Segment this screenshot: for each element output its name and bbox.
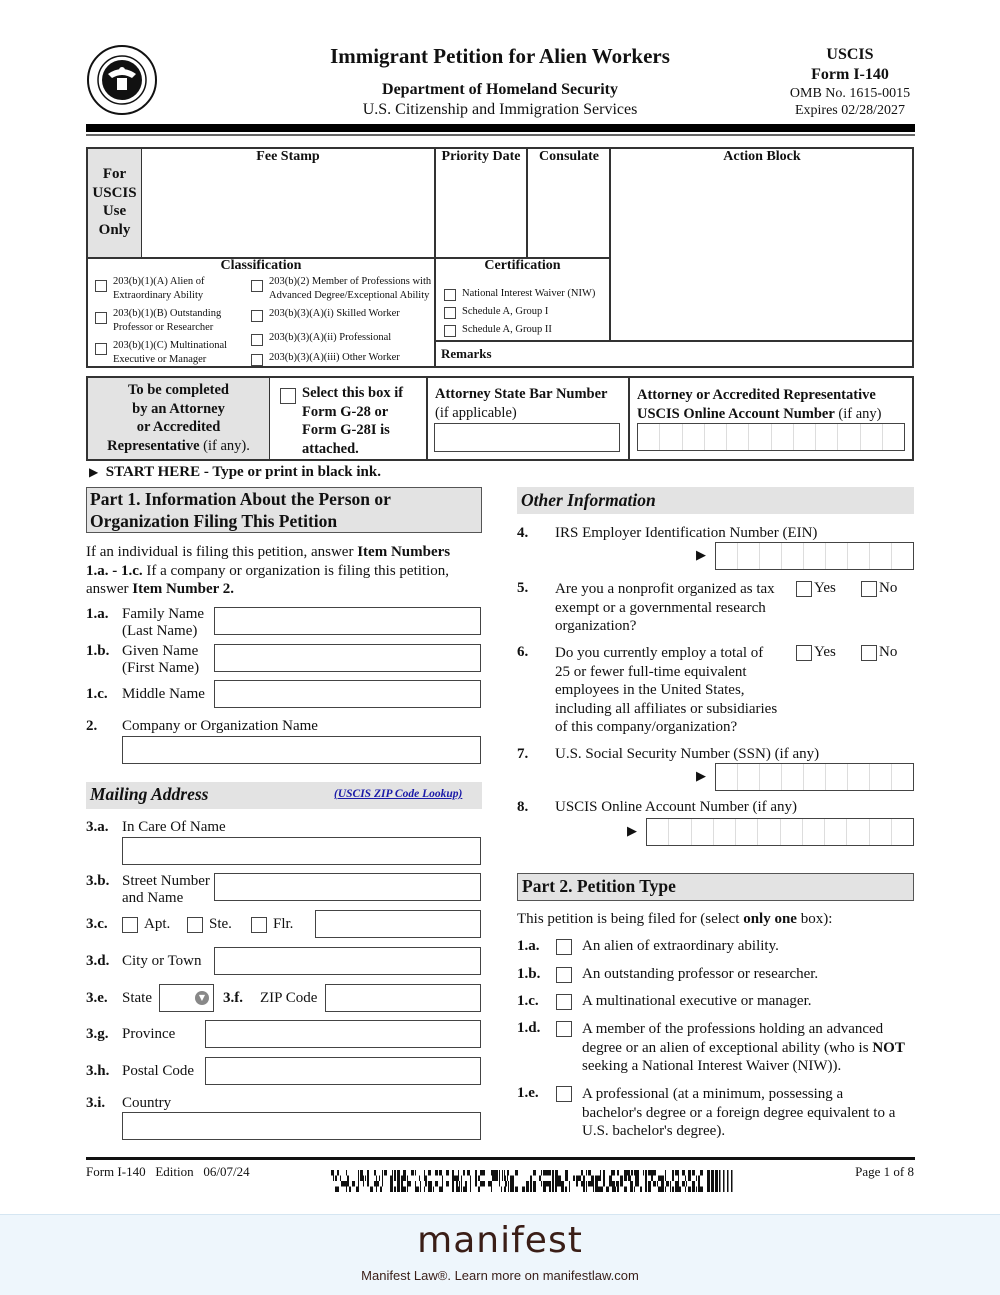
header-rule-thin	[86, 134, 915, 136]
divider	[426, 378, 428, 459]
flr-checkbox[interactable]	[251, 917, 267, 933]
employees-question: Do you currently employ a total of 25 or fewer full-time equivalent employees in the United States, including all affiliates or subsidiaries of this company/organization?	[555, 645, 778, 735]
classification-checkbox[interactable]	[251, 310, 263, 322]
header-rule	[86, 124, 915, 132]
agency-name: U.S. Citizenship and Immigration Services	[362, 101, 638, 118]
use-only-label: For USCIS Use Only	[92, 166, 137, 238]
classification-option: 203(b)(3)(A)(ii) Professional	[269, 332, 392, 343]
classification-checkbox[interactable]	[95, 312, 107, 324]
bar-number-input[interactable]	[434, 423, 620, 452]
petition-type-option: A member of the professions holding an advanced degree or an alien of exceptional ability (who is NOT seeking a National Interest Waiver (NIW)).	[582, 1021, 905, 1074]
part2-intro: This petition is being filed for (select only one box):	[517, 911, 833, 927]
item-number: 1.b.	[86, 643, 110, 659]
item-number: 3.h.	[86, 1063, 110, 1079]
divider	[628, 378, 630, 459]
consulate-label: Consulate	[539, 149, 599, 164]
remarks-label: Remarks	[441, 346, 492, 361]
state-select[interactable]	[159, 984, 214, 1012]
item-number: 1.a.	[517, 938, 540, 954]
bar-number-label: Attorney State Bar Number (if applicable)	[435, 386, 608, 421]
attorney-account-label: Attorney or Accredited Representative USCIS Online Account Number (if any)	[637, 387, 882, 422]
zip-label: ZIP Code	[260, 990, 318, 1006]
manifest-logo[interactable]: manifest	[417, 1220, 583, 1261]
mailing-address-title: Mailing Address	[90, 784, 209, 804]
classification-option: 203(b)(3)(A)(i) Skilled Worker	[269, 308, 400, 319]
item-number: 3.a.	[86, 819, 109, 835]
petition-type-checkbox[interactable]	[556, 1086, 572, 1102]
item-number: 5.	[517, 580, 529, 596]
petition-type-checkbox[interactable]	[556, 1021, 572, 1037]
ste-label: Ste.	[209, 916, 232, 932]
fee-stamp-label: Fee Stamp	[256, 149, 320, 164]
unit-number-input[interactable]	[315, 910, 481, 938]
classification-checkbox[interactable]	[95, 343, 107, 355]
classification-checkbox[interactable]	[251, 334, 263, 346]
item-number: 3.f.	[223, 990, 243, 1006]
classification-checkbox[interactable]	[95, 280, 107, 292]
in-care-of-label: In Care Of Name	[122, 819, 226, 835]
zip-input[interactable]	[325, 984, 481, 1012]
triangle-right-icon: ▶	[696, 547, 706, 562]
nonprofit-question: Are you a nonprofit organized as tax exempt or a governmental research organization?	[555, 581, 775, 634]
manifest-tagline[interactable]: Manifest Law®. Learn more on manifestlaw.com	[361, 1268, 639, 1283]
dropdown-arrow-icon: ▼	[195, 991, 209, 1005]
g28-label: Select this box if Form G-28 or Form G-28I is attached.	[302, 385, 404, 457]
online-account-label: USCIS Online Account Number (if any)	[555, 799, 798, 815]
apt-checkbox[interactable]	[122, 917, 138, 933]
petition-type-option: An outstanding professor or researcher.	[582, 966, 819, 982]
item-number: 1.c.	[517, 993, 539, 1009]
city-label: City or Town	[122, 953, 202, 969]
classification-title: Classification	[220, 258, 302, 273]
online-account-input[interactable]	[646, 818, 914, 846]
divider	[526, 149, 528, 257]
country-label: Country	[122, 1095, 172, 1111]
item-number: 3.d.	[86, 953, 110, 969]
triangle-right-icon: ▶	[627, 823, 637, 838]
item-number: 1.e.	[517, 1085, 539, 1101]
triangle-right-icon: ▶	[696, 768, 706, 783]
petition-type-option: An alien of extraordinary ability.	[582, 938, 779, 954]
form-number: Form I-140	[811, 66, 889, 83]
petition-type-checkbox[interactable]	[556, 939, 572, 955]
divider	[609, 149, 611, 342]
classification-checkbox[interactable]	[251, 354, 263, 366]
nonprofit-no-checkbox[interactable]	[861, 581, 877, 597]
yes-label: Yes	[814, 644, 836, 660]
page-number: Page 1 of 8	[855, 1164, 914, 1179]
province-input[interactable]	[205, 1020, 481, 1048]
certification-checkbox[interactable]	[444, 307, 456, 319]
middle-name-input[interactable]	[214, 680, 481, 708]
postal-code-input[interactable]	[205, 1057, 481, 1085]
given-name-label: Given Name (First Name)	[122, 643, 200, 676]
petition-type-option: A professional (at a minimum, possessing a bachelor's degree or a foreign degree equivalent to a U.S. bachelor's degree).	[582, 1086, 896, 1139]
street-label: Street Number and Name	[122, 873, 210, 906]
attorney-account-number-input[interactable]	[637, 423, 905, 451]
item-number: 3.c.	[86, 916, 108, 932]
certification-checkbox[interactable]	[444, 289, 456, 301]
classification-option: 203(b)(1)(B) Outstanding Professor or Researcher	[113, 308, 222, 333]
middle-name-label: Middle Name	[122, 686, 205, 702]
part2-title: Part 2. Petition Type	[522, 876, 676, 896]
item-number: 3.e.	[86, 990, 108, 1006]
certification-title: Certification	[484, 258, 561, 273]
family-name-input[interactable]	[214, 607, 481, 635]
classification-option: 203(b)(3)(A)(iii) Other Worker	[269, 352, 400, 363]
in-care-of-input[interactable]	[122, 837, 481, 865]
petition-type-option: A multinational executive or manager.	[582, 993, 812, 1009]
given-name-input[interactable]	[214, 644, 481, 672]
province-label: Province	[122, 1026, 176, 1042]
classification-option: 203(b)(1)(A) Alien of Extraordinary Ability	[113, 276, 205, 301]
company-name-label: Company or Organization Name	[122, 718, 318, 734]
department-name: Department of Homeland Security	[382, 81, 618, 98]
footer-rule	[86, 1157, 915, 1160]
part1-title: Part 1. Information About the Person or Organization Filing This Petition	[90, 489, 391, 531]
item-number: 1.c.	[86, 686, 108, 702]
triangle-right-icon: ▶	[89, 465, 99, 479]
ste-checkbox[interactable]	[187, 917, 203, 933]
form-edition: Form I-140 Edition 06/07/24	[86, 1164, 250, 1179]
ein-input[interactable]	[715, 542, 914, 570]
flr-label: Flr.	[273, 916, 294, 932]
start-here-instruction: ▶ START HERE - Type or print in black ink.	[89, 464, 381, 480]
state-label: State	[122, 990, 152, 1006]
nonprofit-yes-checkbox[interactable]	[796, 581, 812, 597]
employees-no-checkbox[interactable]	[861, 645, 877, 661]
part1-instructions: If an individual is filing this petition, answer Item Numbers 1.a. - 1.c. If a company or organization is filing this petition, answer Item Number 2.	[86, 544, 451, 597]
action-block-label: Action Block	[723, 149, 801, 164]
item-number: 8.	[517, 799, 529, 815]
other-info-title: Other Information	[521, 490, 656, 510]
company-name-input[interactable]	[122, 736, 481, 764]
agency-short: USCIS	[826, 46, 874, 63]
no-label: No	[879, 580, 898, 596]
apt-label: Apt.	[144, 916, 171, 932]
petition-type-checkbox[interactable]	[556, 994, 572, 1010]
item-number: 3.i.	[86, 1095, 106, 1111]
item-number: 2.	[86, 718, 98, 734]
certification-option: Schedule A, Group II	[462, 324, 552, 335]
certification-option: National Interest Waiver (NIW)	[462, 288, 596, 299]
classification-option: 203(b)(1)(C) Multinational Executive or Manager	[113, 340, 228, 365]
classification-checkbox[interactable]	[251, 280, 263, 292]
employees-yes-checkbox[interactable]	[796, 645, 812, 661]
g28-attached-checkbox[interactable]	[280, 388, 296, 404]
city-input[interactable]	[214, 947, 481, 975]
item-number: 1.d.	[517, 1020, 541, 1036]
item-number: 6.	[517, 644, 529, 660]
ein-label: IRS Employer Identification Number (EIN)	[555, 525, 818, 541]
item-number: 1.a.	[86, 606, 109, 622]
item-number: 3.g.	[86, 1026, 109, 1042]
yes-label: Yes	[814, 580, 836, 596]
street-input[interactable]	[214, 873, 481, 901]
certification-option: Schedule A, Group I	[462, 306, 549, 317]
classification-option: 203(b)(2) Member of Professions with Advanced Degree/Exceptional Ability	[269, 276, 432, 301]
form-title: Immigrant Petition for Alien Workers	[330, 44, 670, 68]
item-number: 1.b.	[517, 966, 541, 982]
attorney-label: To be completed by an Attorney or Accredited Representative (if any).	[107, 382, 250, 454]
certification-checkbox[interactable]	[444, 325, 456, 337]
country-input[interactable]	[122, 1112, 481, 1140]
ssn-input[interactable]	[715, 763, 914, 791]
item-number: 3.b.	[86, 873, 110, 889]
ssn-label: U.S. Social Security Number (SSN) (if any)	[555, 746, 820, 762]
postal-code-label: Postal Code	[122, 1063, 195, 1079]
item-number: 7.	[517, 746, 529, 762]
family-name-label: Family Name (Last Name)	[122, 606, 205, 639]
omb-number: OMB No. 1615-0015	[789, 86, 911, 101]
divider	[436, 340, 913, 342]
expiration-date: Expires 02/28/2027	[794, 103, 906, 118]
priority-date-label: Priority Date	[441, 149, 521, 164]
petition-type-checkbox[interactable]	[556, 967, 572, 983]
item-number: 4.	[517, 525, 529, 541]
zip-code-lookup-link[interactable]: (USCIS ZIP Code Lookup)	[334, 788, 463, 800]
barcode-icon	[331, 1170, 733, 1192]
no-label: No	[879, 644, 898, 660]
